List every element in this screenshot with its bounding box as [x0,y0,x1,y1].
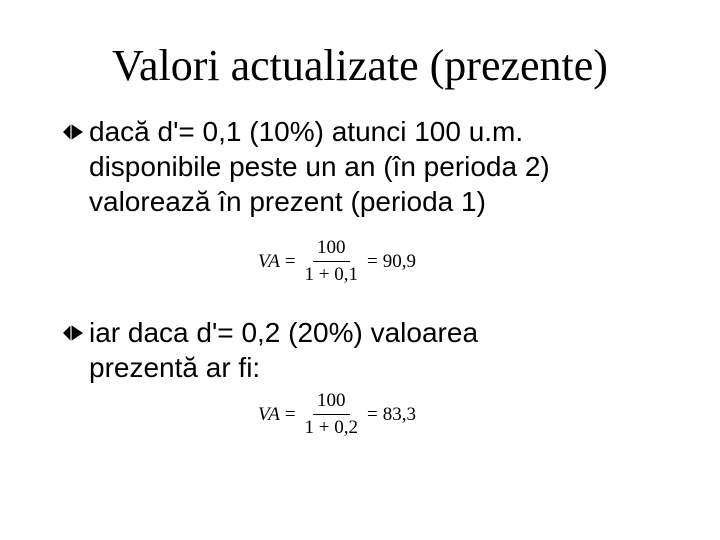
formula-lhs: VA [258,250,280,272]
formula-lhs: VA [258,403,280,425]
present-value-formula-2 [258,390,416,439]
bullet-text: dacă d'= 0,1 (10%) atunci 100 u.m. [89,116,524,147]
fraction-numerator: 100 [313,237,350,262]
diamond-bullet-icon [62,323,85,343]
bullet-line [62,315,478,350]
diamond-bullet-icon [62,122,85,142]
formula-result: 90,9 [382,250,416,272]
bullet-text: iar daca d'= 0,2 (20%) valoarea [89,317,479,348]
fraction [301,237,362,286]
equals-sign: = [284,250,296,272]
bullet-item-2 [62,315,478,385]
fraction-denominator: 1 + 0,2 [304,417,358,438]
present-value-formula-1 [258,237,416,286]
bullet-text: prezentă ar fi: [89,352,261,383]
equals-sign: = [284,403,296,425]
bullet-text: disponibile peste un an (în perioda 2) [89,151,550,182]
equals-sign: = [367,250,378,272]
fraction-numerator: 100 [313,390,350,415]
bullet-line [62,114,550,149]
formula-result: 83,3 [382,403,416,425]
fraction [301,390,362,439]
bullet-item-1 [62,114,550,219]
fraction-denominator: 1 + 0,1 [304,264,358,285]
equals-sign: = [367,403,378,425]
slide-title: Valori actualizate (prezente) [112,41,608,90]
bullet-text: valorează în prezent (perioda 1) [89,186,486,217]
